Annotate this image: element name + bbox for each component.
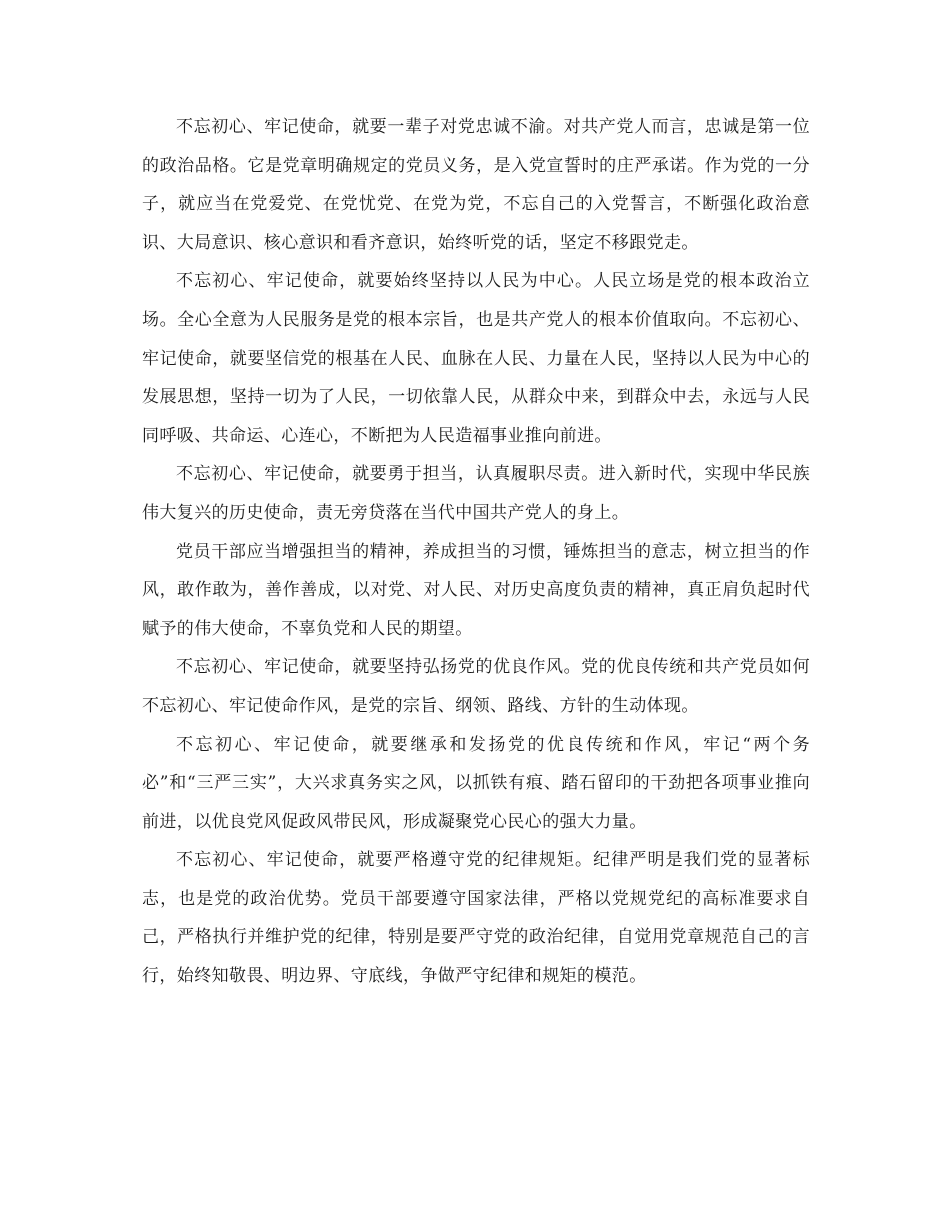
document-body <box>142 108 810 996</box>
paragraph-people-centered: 不忘初心、牢记使命，就要始终坚持以人民为中心。人民立场是党的根本政治立场。全心全意为人民服务是党的根本宗旨，也是共产党人的根本价值取向。不忘初心、牢记使命，就要坚信党的根基在人民、血脉在人民、力量在人民，坚持以人民为中心的发展思想，坚持一切为了人民，一切依靠人民，从群众中来，到群众中去，永远与人民同呼吸、共命运、心连心，不断把为人民造福事业推向前进。 <box>142 271 810 446</box>
paragraph-fine-style: 不忘初心、牢记使命，就要坚持弘扬党的优良作风。党的优良传统和共产党员如何不忘初心、牢记使命作风，是党的宗旨、纲领、路线、方针的生动体现。 <box>142 657 810 716</box>
paragraph-discipline: 不忘初心、牢记使命，就要严格遵守党的纪律规矩。纪律严明是我们党的显著标志，也是党的政治优势。党员干部要遵守国家法律，严格以党规党纪的高标准要求自己，严格执行并维护党的纪律，特别是要严守党的政治纪律，自觉用党章规范自己的言行，始终知敬畏、明边界、守底线，争做严守纪律和规矩的模范。 <box>142 850 810 987</box>
paragraph-cadre-duty: 党员干部应当增强担当的精神，养成担当的习惯，锤炼担当的意志，树立担当的作风，敢作敢为，善作善成，以对党、对人民、对历史高度负责的精神，真正肩负起时代赋予的伟大使命，不辜负党和人民的期望。 <box>142 541 810 639</box>
paragraph-responsibility: 不忘初心、牢记使命，就要勇于担当，认真履职尽责。进入新时代，实现中华民族伟大复兴的历史使命，责无旁贷落在当代中国共产党人的身上。 <box>142 464 810 523</box>
paragraph-loyalty: 不忘初心、牢记使命，就要一辈子对党忠诚不渝。对共产党人而言，忠诚是第一位的政治品格。它是党章明确规定的党员义务，是入党宣誓时的庄严承诺。作为党的一分子，就应当在党爱党、在党忧党、在党为党，不忘自己的入党誓言，不断强化政治意识、大局意识、核心意识和看齐意识，始终听党的话，坚定不移跟党走。 <box>142 117 810 253</box>
paragraph-traditions: 不忘初心、牢记使命，就要继承和发扬党的优良传统和作风，牢记“两个务必”和“三严三实”，大兴求真务实之风，以抓铁有痕、踏石留印的干劲把各项事业推向前进，以优良党风促政风带民风，形成凝聚党心民心的强大力量。 <box>142 734 810 832</box>
